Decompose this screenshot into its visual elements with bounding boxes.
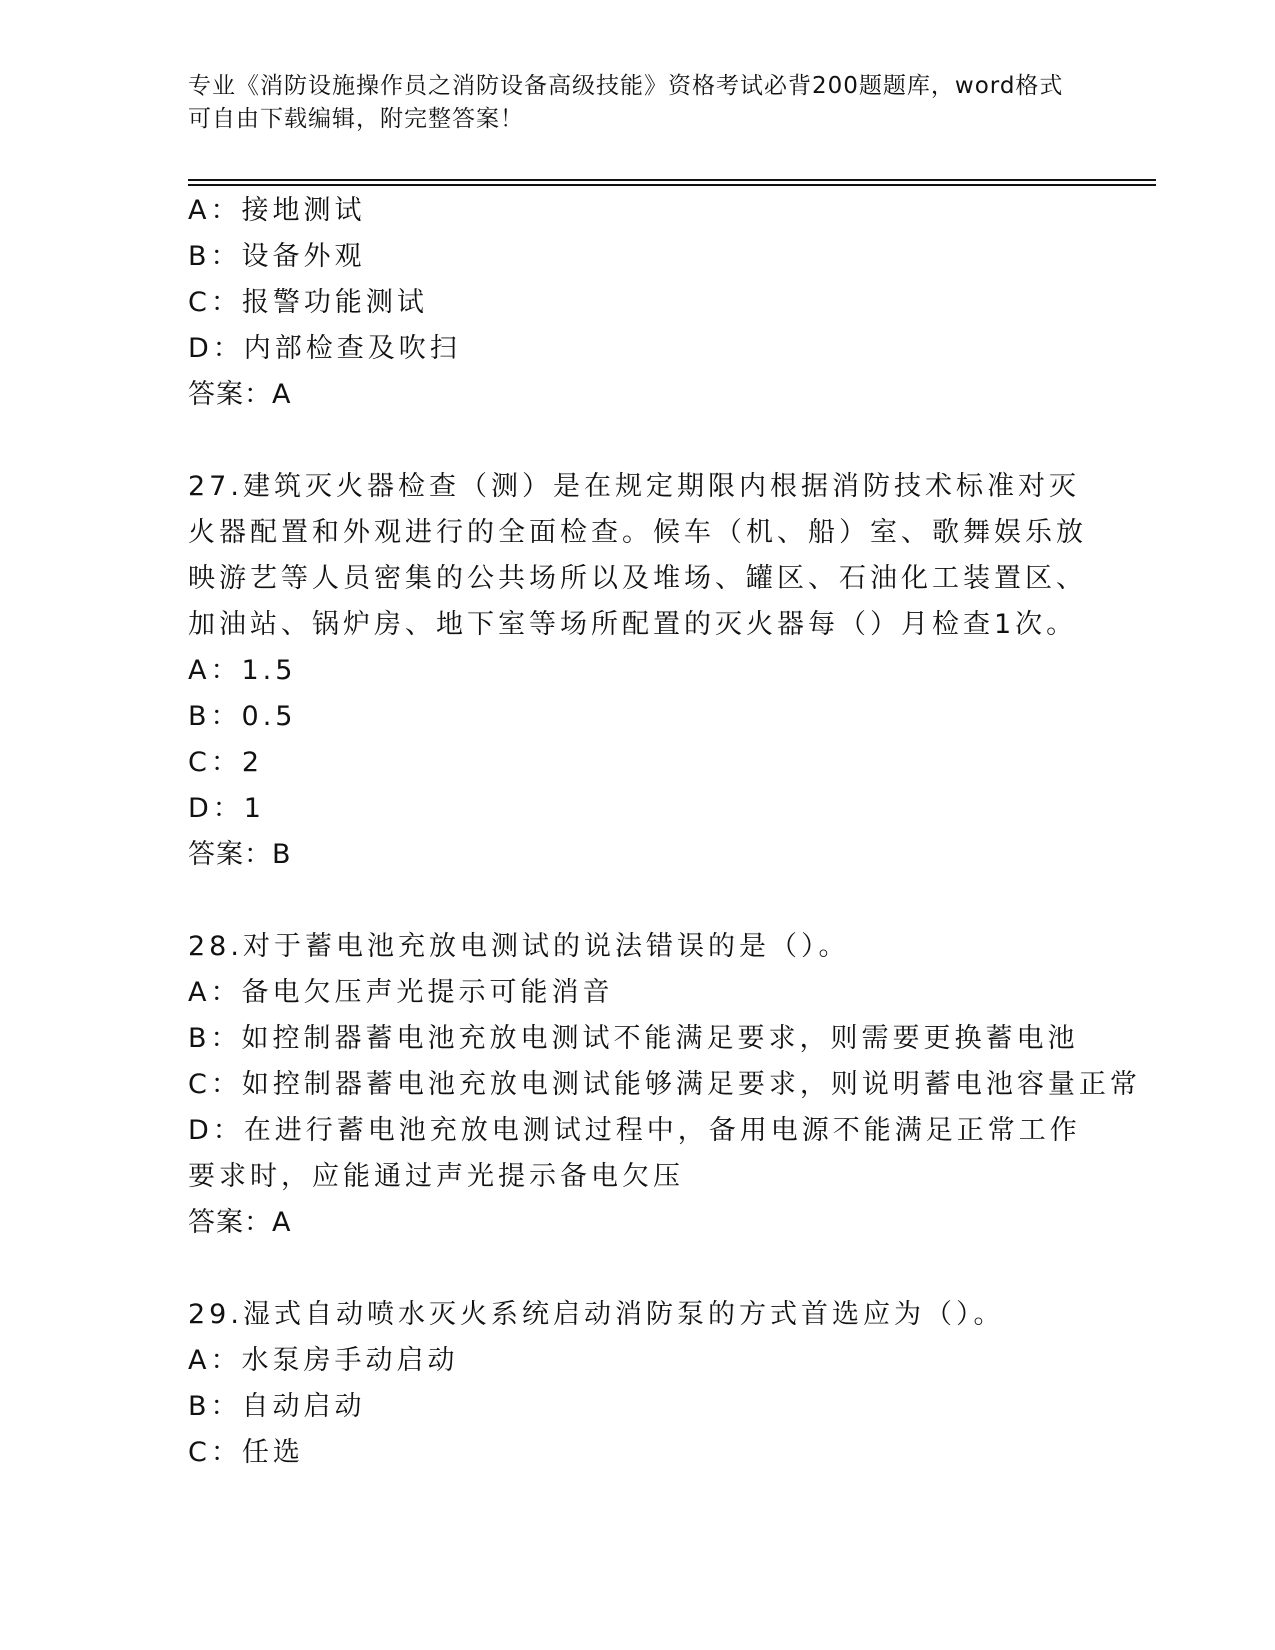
header-divider-top — [188, 179, 1156, 181]
option-c — [188, 280, 1088, 326]
option-a — [188, 970, 1088, 1016]
option-c — [188, 1430, 1088, 1476]
spacer — [188, 1246, 1088, 1292]
answer-line: 答案：B — [188, 839, 292, 870]
option-letter: C： — [188, 287, 242, 318]
option-text: 水泵房手动启动 — [241, 1345, 459, 1376]
option-text: 1 — [243, 793, 265, 824]
option-letter: D： — [188, 333, 244, 364]
option-letter: B： — [188, 1391, 242, 1422]
header-divider-bottom — [188, 184, 1156, 186]
option-b — [188, 1384, 1088, 1430]
option-text: 0.5 — [241, 701, 297, 732]
option-d — [188, 786, 1088, 832]
option-c — [188, 1062, 1141, 1108]
question-28 — [188, 924, 1141, 1246]
option-text: 设备外观 — [241, 241, 366, 272]
option-letter: A： — [188, 195, 242, 226]
option-text: 自动启动 — [241, 1391, 366, 1422]
spacer — [188, 878, 1088, 924]
option-a — [188, 648, 1088, 694]
question-stem: 29.湿式自动喷水灭火系统启动消防泵的方式首选应为（）。 — [188, 1299, 1005, 1330]
option-letter: C： — [188, 747, 242, 778]
option-text: 任选 — [241, 1437, 304, 1468]
option-text: 接地测试 — [241, 195, 366, 226]
answer-line: 答案：A — [188, 379, 292, 410]
option-text: 2 — [241, 747, 264, 778]
option-d — [188, 326, 1088, 372]
option-letter: D： — [188, 1115, 244, 1146]
spacer — [188, 418, 1088, 464]
option-b — [188, 694, 1088, 740]
question-list — [188, 188, 1141, 1476]
option-letter: C： — [188, 1069, 242, 1100]
option-letter: C： — [188, 1437, 242, 1468]
option-b — [188, 234, 1088, 280]
option-d — [188, 1108, 1088, 1200]
option-a — [188, 188, 1088, 234]
option-c — [188, 740, 1088, 786]
option-letter: A： — [188, 1345, 242, 1376]
option-text: 备电欠压声光提示可能消音 — [241, 977, 614, 1008]
option-text: 如控制器蓄电池充放电测试能够满足要求，则说明蓄电池容量正常 — [241, 1069, 1141, 1100]
option-letter: B： — [188, 1023, 242, 1054]
question-stem: 28.对于蓄电池充放电测试的说法错误的是（）。 — [188, 931, 850, 962]
option-letter: D： — [188, 793, 244, 824]
option-a — [188, 1338, 1088, 1384]
document-header: 专业《消防设施操作员之消防设备高级技能》资格考试必背200题题库，word格式可自由下载编辑，附完整答案！ — [188, 73, 1064, 132]
option-b — [188, 1016, 1088, 1062]
option-text: 在进行蓄电池充放电测试过程中，备用电源不能满足正常工作要求时，应能通过声光提示备电欠压 — [188, 1115, 1081, 1192]
option-letter: A： — [188, 655, 242, 686]
question-27 — [188, 464, 1088, 878]
option-text: 1.5 — [241, 655, 297, 686]
question-fragment — [188, 188, 1088, 418]
question-stem: 27.建筑灭火器检查（测）是在规定期限内根据消防技术标准对灭火器配置和外观进行的全面检查。候车（机、船）室、歌舞娱乐放映游艺等人员密集的公共场所以及堆场、罐区、石油化工装置区、加油站、锅炉房、地下室等场所配置的灭火器每（）月检查1次。 — [188, 471, 1087, 640]
option-letter: B： — [188, 241, 242, 272]
option-letter: A： — [188, 977, 242, 1008]
option-text: 如控制器蓄电池充放电测试不能满足要求，则需要更换蓄电池 — [241, 1023, 1079, 1054]
option-letter: B： — [188, 701, 242, 732]
option-text: 报警功能测试 — [241, 287, 428, 318]
question-29 — [188, 1292, 1088, 1476]
option-text: 内部检查及吹扫 — [243, 333, 461, 364]
answer-line: 答案：A — [188, 1207, 292, 1238]
